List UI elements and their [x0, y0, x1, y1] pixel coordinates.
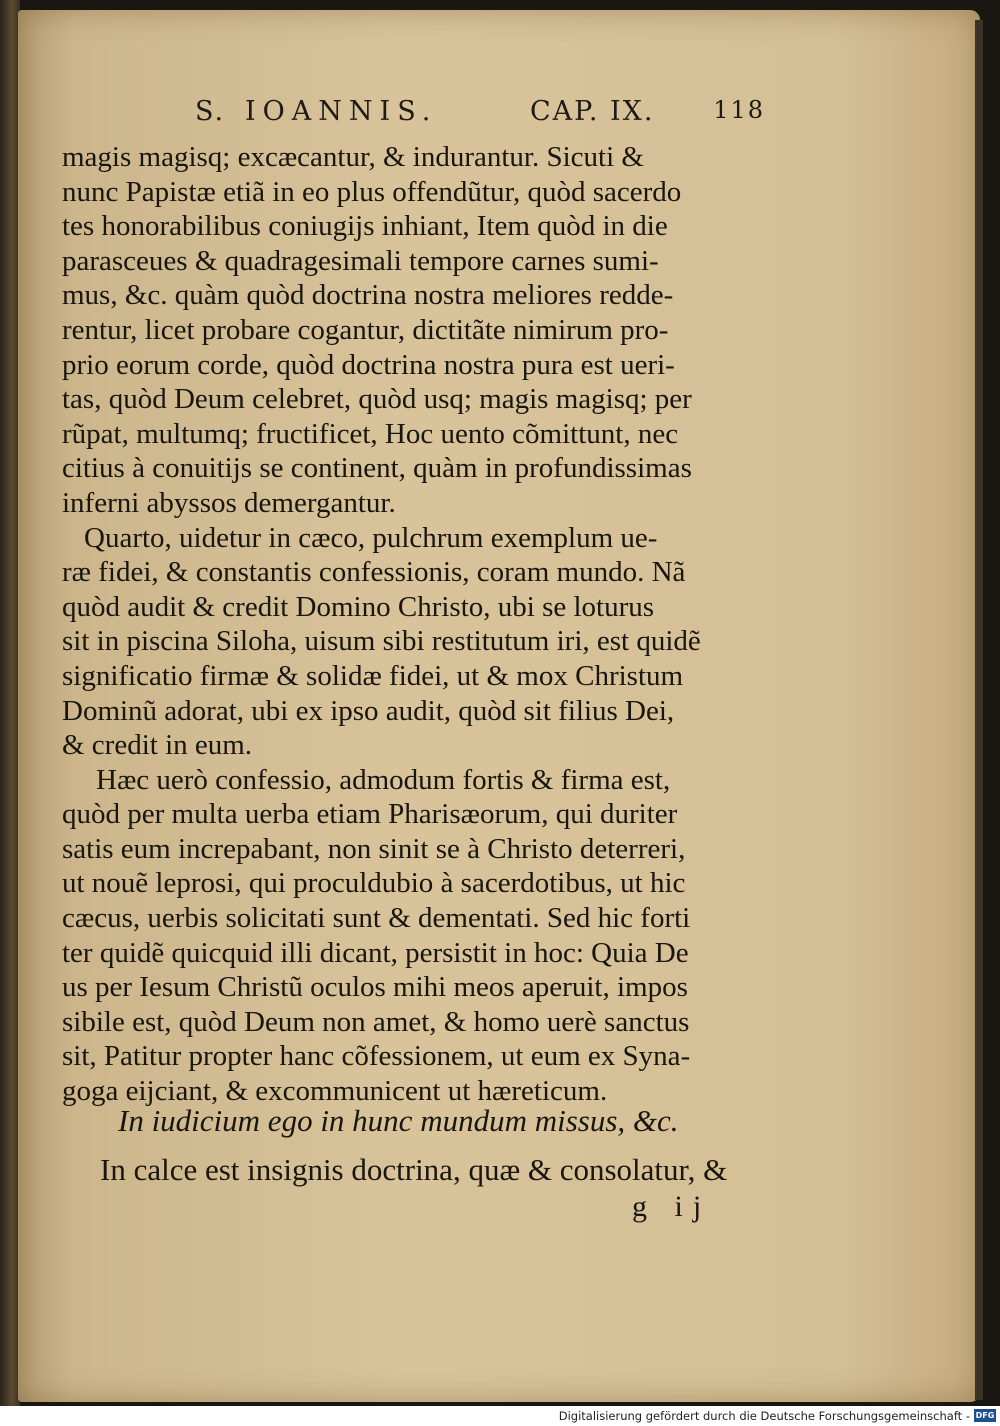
text-line: ter quidẽ quicquid illi dicant, persistit in hoc: Quia De [62, 936, 689, 969]
text-line: Dominũ adorat, ubi ex ipso audit, quòd sit filius Dei, [62, 694, 675, 727]
text-line: significatio firmæ & solidæ fidei, ut & mox Christum [62, 659, 684, 692]
section-heading: In iudicium ego in hunc mundum missus, &c. [118, 1103, 679, 1138]
running-head-chapter: CAP. IX. [530, 96, 655, 127]
text-line: sit, Patitur propter hanc cõfessionem, ut eum ex Syna- [62, 1040, 691, 1073]
text-line: nunc Papistæ etiã in eo plus offendũtur, quòd sacerdo [62, 175, 682, 208]
page-number: 118 [713, 96, 765, 124]
text-line: sit in piscina Siloha, uisum sibi restitutum iri, est quidẽ [62, 625, 701, 658]
body-text [62, 140, 762, 1109]
footer-bar [0, 1406, 1000, 1426]
footer-credit: Digitalisierung gefördert durch die Deutsche Forschungsgemeinschaft - [558, 1409, 970, 1423]
text-line: prio eorum corde, quòd doctrina nostra pura est ueri- [62, 348, 675, 381]
text-line: sibile est, quòd Deum non amet, & homo uerè sanctus [62, 1005, 690, 1038]
page-edge [975, 20, 983, 1400]
running-head [195, 96, 765, 136]
book-spine [0, 0, 20, 1406]
paragraph-start-line: Hæc uerò confessio, admodum fortis & firma est, [96, 763, 671, 796]
text-line: rũpat, multumq; fructificet, Hoc uento cõmittunt, nec [62, 417, 679, 450]
paragraph-start-line: Quarto, uidetur in cæco, pulchrum exemplum ue- [84, 521, 658, 554]
dfg-logo-icon: DFG [975, 1411, 995, 1420]
running-head-title: IOANNIS. [245, 96, 438, 127]
text-line: tas, quòd Deum celebret, quòd usq; magis magisq; per [62, 383, 692, 416]
text-line: ut nouẽ leprosi, qui proculdubio à sacerdotibus, ut hic [62, 867, 686, 900]
text-line: citius à conuitijs se continent, quàm in profundissimas [62, 452, 692, 485]
text-line: cæcus, uerbis solicitati sunt & dementati. Sed hic forti [62, 902, 691, 935]
text-line: inferni abyssos demergantur. [62, 486, 396, 519]
text-line: satis eum increpabant, non sinit se à Christo deterreri, [62, 832, 686, 865]
signature-mark: g ij [632, 1190, 712, 1223]
text-line: parasceues & quadragesimali tempore carnes sumi- [62, 244, 659, 277]
text-line: magis magisq; excæcantur, & indurantur. Sicuti & [62, 141, 644, 173]
section-first-line: In calce est insignis doctrina, quæ & consolatur, & [100, 1152, 728, 1187]
text-line: quòd audit & credit Domino Christo, ubi se loturus [62, 590, 655, 623]
text-line: tes honorabilibus coniugijs inhiant, Item quòd in die [62, 210, 668, 243]
text-line: mus, &c. quàm quòd doctrina nostra meliores redde- [62, 279, 674, 312]
text-line: us per Iesum Christũ oculos mihi meos aperuit, impos [62, 971, 688, 1004]
text-line: goga eijciant, & excommunicent ut hæreticum. [62, 1075, 608, 1108]
text-line: rentur, licet probare cogantur, dictitãte nimirum pro- [62, 313, 669, 346]
text-line: quòd per multa uerba etiam Pharisæorum, qui duriter [62, 798, 678, 831]
text-line: & credit in eum. [62, 729, 253, 762]
text-line: ræ fidei, & constantis confessionis, coram mundo. Nã [62, 556, 686, 589]
running-head-mark: S. [195, 96, 226, 127]
